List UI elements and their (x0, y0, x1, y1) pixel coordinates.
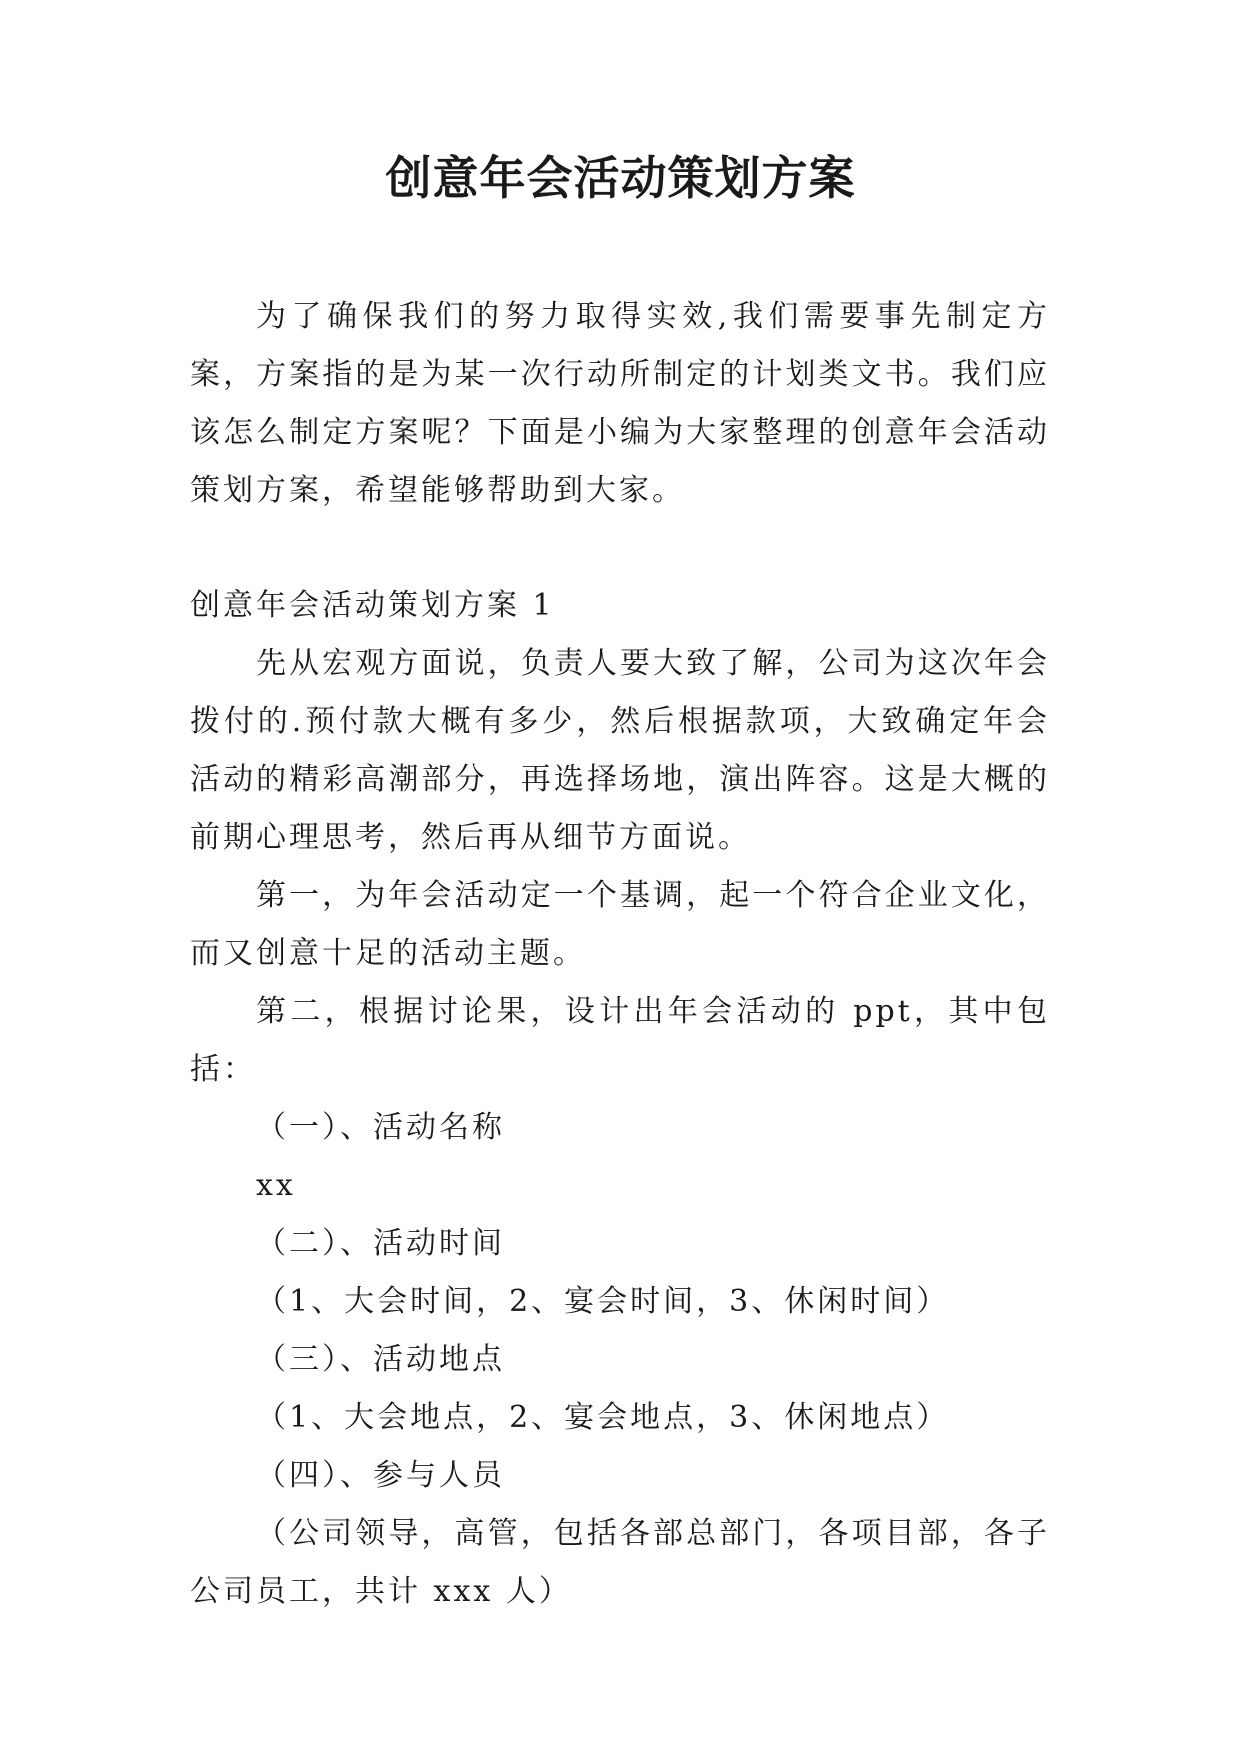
page-title: 创意年会活动策划方案 (385, 151, 856, 205)
item-participants-label: （四）、参与人员 (256, 1458, 505, 1493)
item-activity-location-value: （1、大会地点，2、宴会地点，3、休闲地点） (256, 1400, 950, 1435)
section-heading: 创意年会活动策划方案 1 (190, 588, 555, 623)
item-activity-time-label: （二）、活动时间 (256, 1226, 505, 1261)
intro-block (190, 288, 1050, 520)
item-activity-time-value: （1、大会时间，2、宴会时间，3、休闲时间） (256, 1284, 950, 1319)
paragraph-first: 第一，为年会活动定一个基调，起一个符合企业文化，而又创意十足的活动主题。 (190, 878, 1050, 971)
paragraph-overview: 先从宏观方面说，负责人要大致了解，公司为这次年会拨付的.预付款大概有多少，然后根据款项，大致确定年会活动的精彩高潮部分，再选择场地，演出阵容。这是大概的前期心理思考，然后再从细节方面说。 (190, 646, 1050, 855)
intro-paragraph: 为了确保我们的努力取得实效,我们需要事先制定方案，方案指的是为某一次行动所制定的计划类文书。我们应该怎么制定方案呢？下面是小编为大家整理的创意年会活动策划方案，希望能够帮助到大家。 (190, 299, 1050, 508)
item-activity-name-label: （一）、活动名称 (256, 1110, 505, 1145)
section-1 (190, 577, 1050, 1621)
item-participants-value: （公司领导，高管，包括各部总部门，各项目部，各子公司员工，共计 xxx 人） (190, 1516, 1050, 1609)
item-activity-name-value: xx (256, 1168, 296, 1203)
paragraph-second: 第二，根据讨论果，设计出年会活动的 ppt，其中包括： (190, 994, 1050, 1087)
item-activity-location-label: （三）、活动地点 (256, 1342, 505, 1377)
